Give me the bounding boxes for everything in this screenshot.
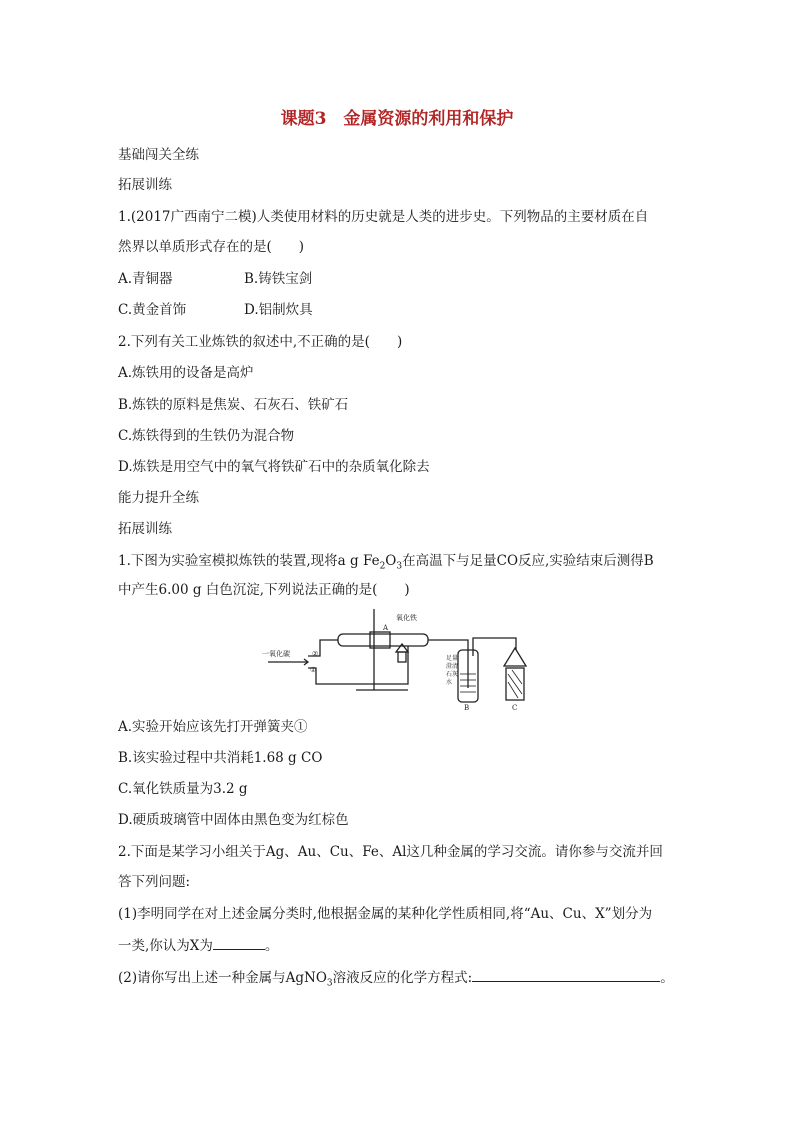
q1-option-a: A.青铜器	[118, 271, 173, 287]
q1-option-c: C.黄金首饰	[118, 302, 187, 318]
label-b: B	[464, 704, 470, 712]
q2-option-d: D.炼铁是用空气中的氧气将铁矿石中的杂质氧化除去	[118, 459, 430, 475]
q2-option-c: C.炼铁得到的生铁仍为混合物	[118, 428, 295, 444]
inlet-tube-lower	[308, 646, 408, 684]
q4-stem-line2: 答下列问题:	[118, 874, 191, 890]
svg-text:清: 清	[452, 663, 459, 670]
svg-text:水: 水	[446, 679, 453, 686]
svg-text:澄: 澄	[446, 663, 453, 670]
page-title: 课题3 金属资源的利用和保护	[280, 109, 514, 129]
tube-to-c	[473, 638, 516, 656]
q3-option-d: D.硬质玻璃管中固体由黑色变为红棕色	[118, 812, 349, 828]
svg-text:量: 量	[452, 655, 459, 662]
subsection-heading-2: 拓展训练	[118, 521, 172, 537]
clip-1-label: ①	[310, 666, 317, 674]
answer-blank-equation[interactable]	[472, 968, 660, 982]
burner-flame	[396, 644, 408, 652]
iron-oxide-label: 氧化铁	[396, 614, 417, 622]
q1-stem-line2: 然界以单质形式存在的是( )	[118, 239, 305, 255]
q2-stem: 2.下列有关工业炼铁的叙述中,不正确的是( )	[118, 334, 403, 350]
hard-glass-tube	[338, 634, 428, 646]
svg-text:足: 足	[446, 655, 453, 662]
answer-blank-x[interactable]	[213, 936, 265, 950]
q2-option-a: A.炼铁用的设备是高炉	[118, 365, 254, 381]
q1-stem-line1: 1.(2017广西南宁二模)人类使用材料的历史就是人类的进步史。下列物品的主要材质在自	[118, 209, 649, 225]
label-c: C	[512, 704, 518, 712]
q4-part1-line2: 一类,你认为X为 。	[118, 938, 279, 954]
section-heading-advanced: 能力提升全练	[118, 490, 199, 506]
q3-stem-line2: 中产生6.00 g 白色沉淀,下列说法正确的是( )	[118, 582, 410, 598]
flame-c	[504, 648, 526, 666]
limewater-label	[446, 654, 458, 686]
q3-option-b: B.该实验过程中共消耗1.68 g CO	[118, 750, 323, 766]
q1-option-b: B.铸铁宝剑	[244, 271, 313, 287]
q3-option-c: C.氧化铁质量为3.2 g	[118, 781, 248, 797]
section-heading-basic: 基础闯关全练	[118, 147, 199, 163]
q4-stem-line1: 2.下面是某学习小组关于Ag、Au、Cu、Fe、Al这几种金属的学习交流。请你参与交流并回	[118, 844, 663, 860]
co-label: 一氧化碳	[262, 650, 290, 658]
q4-part2: (2)请你写出上述一种金属与AgNO$_3$溶液反应的化学方程式: 。	[118, 970, 674, 989]
label-a: A	[383, 624, 389, 632]
outlet-tube	[428, 640, 468, 646]
q3-option-a: A.实验开始应该先打开弹簧夹①	[118, 719, 308, 735]
clip-2-label: ②	[312, 650, 319, 658]
burner	[398, 652, 406, 662]
svg-text:石: 石	[446, 671, 453, 678]
svg-text:灰: 灰	[452, 671, 459, 678]
q1-option-d: D.铝制炊具	[244, 302, 313, 318]
subsection-heading: 拓展训练	[118, 177, 172, 193]
iron-smelting-apparatus-figure	[258, 604, 538, 712]
q3-stem-line1: 1.下图为实验室模拟炼铁的装置,现将a g $Fe_2O_3$在高温下与足量CO反应,实验结束后测得B	[118, 553, 654, 572]
q2-option-b: B.炼铁的原料是焦炭、石灰石、铁矿石	[118, 397, 349, 413]
q4-part1-line1: (1)李明同学在对上述金属分类时,他根据金属的某种化学性质相同,将“Au、Cu、X”划分为	[118, 906, 653, 922]
